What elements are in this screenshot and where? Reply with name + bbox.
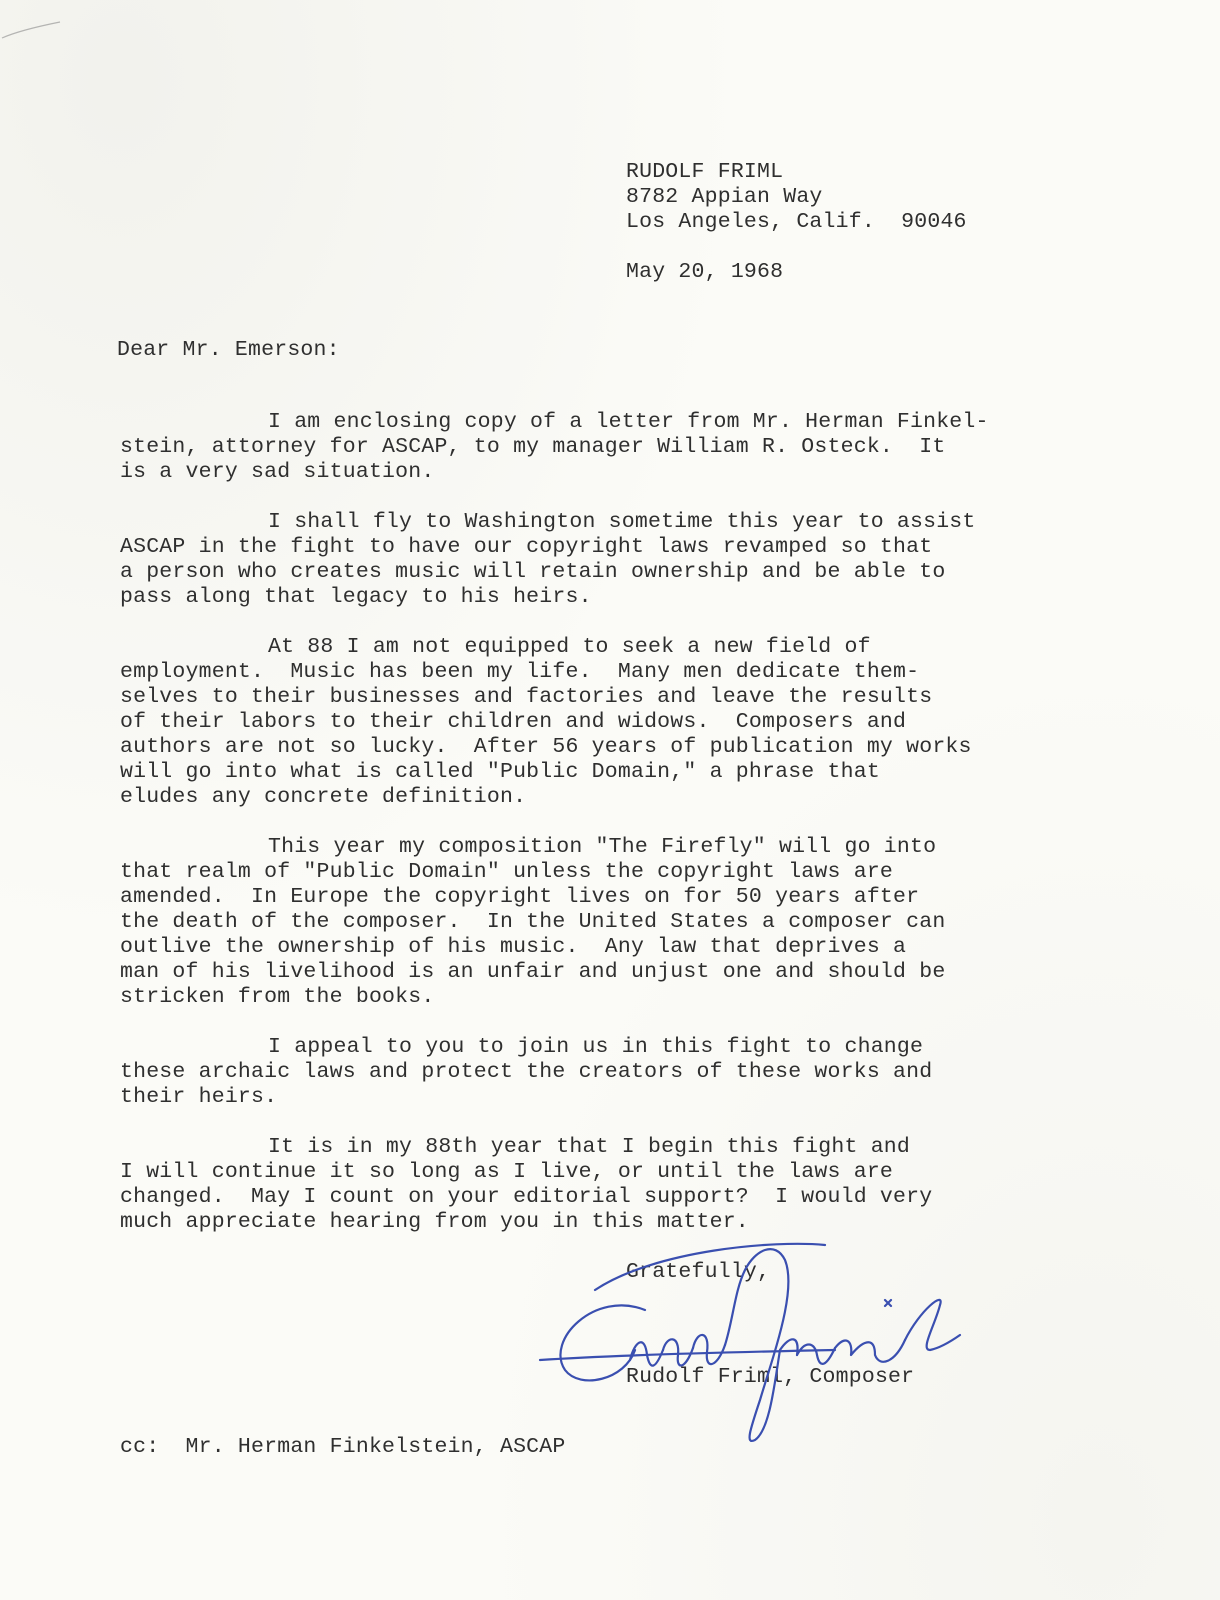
paragraph-line: stricken from the books.: [120, 985, 435, 1009]
paragraph-line: It is in my 88th year that I begin this fight and: [268, 1135, 911, 1159]
paragraph-line: I appeal to you to join us in this fight to change: [268, 1035, 924, 1059]
paragraph-line: that realm of "Public Domain" unless the copyright laws are: [120, 860, 894, 884]
paragraph-2: [120, 510, 1100, 610]
paragraph-line: stein, attorney for ASCAP, to my manager William R. Osteck. It: [120, 435, 946, 459]
letter-date: May 20, 1968: [626, 260, 784, 284]
paragraph-line: is a very sad situation.: [120, 460, 435, 484]
letterhead-street: 8782 Appian Way: [626, 185, 823, 209]
paragraph-line: changed. May I count on your editorial support? I would very: [120, 1185, 933, 1209]
paragraph-line: much appreciate hearing from you in this matter.: [120, 1210, 749, 1234]
paragraph-line: a person who creates music will retain ownership and be able to: [120, 560, 946, 584]
paragraph-6: [120, 1135, 1100, 1235]
paragraph-line: eludes any concrete definition.: [120, 785, 527, 809]
paragraph-line: of their labors to their children and widows. Composers and: [120, 710, 907, 734]
paragraph-line: At 88 I am not equipped to seek a new field of: [268, 635, 871, 659]
paragraph-line: ASCAP in the fight to have our copyright laws revamped so that: [120, 535, 933, 559]
paragraph-line: amended. In Europe the copyright lives on for 50 years after: [120, 885, 920, 909]
letterhead-city: Los Angeles, Calif. 90046: [626, 210, 967, 234]
paragraph-line: employment. Music has been my life. Many men dedicate them-: [120, 660, 920, 684]
paragraph-line: outlive the ownership of his music. Any law that deprives a: [120, 935, 907, 959]
paragraph-4: [120, 835, 1100, 1010]
paragraph-1: [120, 410, 1100, 485]
paragraph-line: pass along that legacy to his heirs.: [120, 585, 592, 609]
paragraph-line: This year my composition "The Firefly" will go into: [268, 835, 937, 859]
paragraph-line: authors are not so lucky. After 56 years of publication my works: [120, 735, 972, 759]
paragraph-3: [120, 635, 1100, 810]
paragraph-line: the death of the composer. In the United States a composer can: [120, 910, 946, 934]
paragraph-line: these archaic laws and protect the creators of these works and: [120, 1060, 933, 1084]
signature-block: Rudolf Friml, Composer: [626, 1365, 915, 1389]
letterhead-name: RUDOLF FRIML: [626, 160, 784, 184]
paragraph-5: [120, 1035, 1100, 1110]
paragraph-line: I will continue it so long as I live, or until the laws are: [120, 1160, 894, 1184]
paragraph-line: selves to their businesses and factories and leave the results: [120, 685, 933, 709]
paragraph-line: will go into what is called "Public Domain," a phrase that: [120, 760, 880, 784]
closing: Gratefully,: [626, 1260, 771, 1284]
salutation: Dear Mr. Emerson:: [117, 338, 340, 362]
corner-scratch-mark: [0, 0, 70, 50]
cc-line: cc: Mr. Herman Finkelstein, ASCAP: [120, 1435, 566, 1459]
paragraph-line: I am enclosing copy of a letter from Mr. Herman Finkel-: [268, 410, 989, 434]
paragraph-line: their heirs.: [120, 1085, 278, 1109]
paragraph-line: I shall fly to Washington sometime this year to assist: [268, 510, 976, 534]
paragraph-line: man of his livelihood is an unfair and unjust one and should be: [120, 960, 946, 984]
